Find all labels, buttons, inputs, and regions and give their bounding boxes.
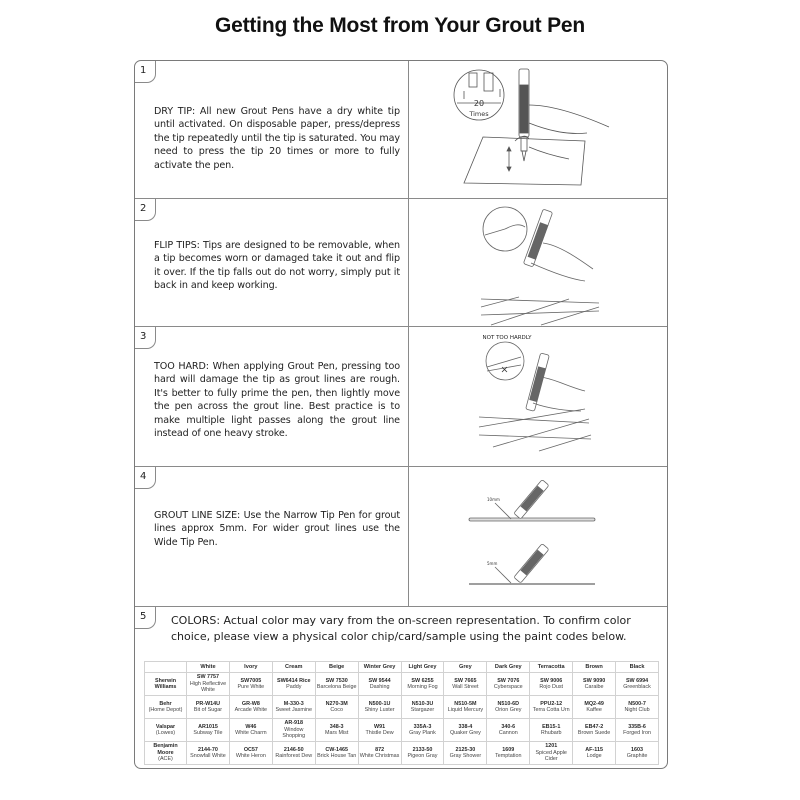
step-5 [135,607,667,769]
paint-code: 2146-50 [283,746,304,753]
paint-name: Rojo Dust [539,684,564,690]
step-4-illustration [409,467,667,606]
paint-name: Gray Shower [449,753,482,759]
paint-code: SW 6994 [625,677,649,684]
paint-name: Mars Mist [324,730,349,736]
brand-cell [145,742,187,765]
paint-code: 348-3 [329,723,344,730]
paint-name: Brick House Tan [317,753,357,759]
paint-name: Greenblack [623,684,651,690]
paint-code-cell [229,696,272,719]
paint-code-cell [573,673,616,696]
paint-name: Arcade White [234,707,268,713]
paint-code: N510-6D [497,700,520,707]
paint-code-cell [444,742,487,765]
paint-code-cell [272,673,315,696]
paint-name: White Charm [235,730,267,736]
instructions-panel [134,60,668,769]
paint-name: Rhubarb [540,730,562,736]
column-header: Winter Grey [358,662,401,673]
paint-code: N510-3U [411,700,434,707]
paint-name: Caraibe [584,684,604,690]
paint-code-cell [229,742,272,765]
flip-tip-icon [409,199,667,327]
paint-name: Temptation [495,753,522,759]
paint-code-cell [487,719,530,742]
svg-text:20: 20 [473,99,485,108]
paint-code-cell [401,696,444,719]
paint-code: OC57 [243,746,258,753]
paint-name: Cannon [498,730,518,736]
brand-cell [145,673,187,696]
paint-code: GR-W8 [241,700,260,707]
paint-name: High Reflective White [189,680,227,694]
paint-code: MQ2-49 [584,700,604,707]
table-row [145,673,659,696]
paint-code-cell [616,673,659,696]
brand-cell [145,719,187,742]
paint-code: W91 [374,723,386,730]
step-3-description: TOO HARD: When applying Grout Pen, pressing too hard will damage the tip as grout lines are rough. It's better to fully prime the pen, then lightly move the pen across the grout line. Best practice is to make multiple light passes along the grout line instead of one heavy stroke. [154,361,400,440]
paint-name: Terra Cotta Urn [532,707,570,713]
paint-code: AF-115 [585,746,603,753]
paint-code: 1603 [631,746,644,753]
paint-code-cell [444,719,487,742]
paint-code-cell [487,742,530,765]
column-header: Ivory [229,662,272,673]
paint-code-cell [616,719,659,742]
paint-name: Wall Street [452,684,479,690]
paint-name: Spiced Apple Cider [535,749,567,763]
paint-code-cell [358,696,401,719]
paint-code: 2125-30 [455,746,476,753]
paint-name: Liquid Mercury [447,707,484,713]
column-header: Cream [272,662,315,673]
step-2 [135,199,667,327]
paint-code-cell [530,673,573,696]
grout-width-icon [409,467,667,607]
paint-code: 1201 [545,743,558,750]
column-header: Light Grey [401,662,444,673]
paint-name: White Christmas [359,753,400,759]
paint-code: 2133-50 [412,746,433,753]
paint-code: M-330-3 [283,700,304,707]
brand-name: Sherwin Williams [154,677,177,690]
paint-code: 335B-6 [628,723,646,730]
svg-text:5mm: 5mm [487,561,498,566]
step-2-text-panel [135,199,409,326]
column-header: Terracotta [530,662,573,673]
column-header: Beige [315,662,358,673]
paint-code: SW 9090 [583,677,606,684]
column-header: Brown [573,662,616,673]
paint-name: Thistle Dew [365,730,394,736]
paint-code-cell [530,742,573,765]
paint-code-cell [573,696,616,719]
step-number-badge: 5 [134,606,156,629]
paint-name: Gray Plank [409,730,436,736]
paint-name: Subway Tile [193,730,223,736]
brand-name: Benjamin Moore [153,743,178,756]
step-number-badge: 1 [134,60,156,83]
paint-code: 338-4 [458,723,473,730]
paint-code-cell [272,696,315,719]
paint-code-cell [530,719,573,742]
paint-code-cell [272,742,315,765]
paint-code: EB47-2 [584,723,604,730]
paint-code-table [144,661,659,765]
paint-name: Stargazer [410,707,435,713]
paint-code: 2144-70 [198,746,218,753]
paint-code: AR-918 [284,720,304,727]
paint-code: EB15-1 [542,723,561,730]
table-row [145,742,659,765]
paint-code-cell [616,742,659,765]
paint-code: CW-1465 [325,746,348,753]
paint-name: Coco [330,707,343,713]
paint-code: SW 6255 [411,677,434,684]
paint-name: Graphite [626,753,648,759]
paint-code: N500-1U [368,700,391,707]
step-2-description: FLIP TIPS: Tips are designed to be removable, when a tip becomes worn or damaged take it out and flip it over. If the tip falls out do not worry, simply put it back in and keep working. [154,240,400,292]
paint-code: SW 9544 [368,677,391,684]
step-number-badge: 2 [134,198,156,221]
paint-name: Barcelona Beige [316,684,357,690]
paint-code-cell [530,696,573,719]
paint-code-cell [358,742,401,765]
step-1-description: DRY TIP: All new Grout Pens have a dry white tip until activated. On disposable paper, press/depress the tip repeatedly until the tip is saturated. You may need to press the tip 20 times or more to fully activate the pen. [154,106,400,171]
step-1-illustration [409,61,667,198]
paint-code-cell [487,696,530,719]
paint-name: Bit of Sugar [193,707,223,713]
paint-code: N510-5M [454,700,477,707]
paint-code-cell [358,673,401,696]
step-1-text-panel [135,61,409,198]
paint-code: W46 [245,723,257,730]
paint-name: Paddy [286,684,302,690]
paint-code-cell [358,719,401,742]
paint-code: SW7005 [240,677,262,684]
paint-code-cell [272,719,315,742]
paint-code-cell [315,719,358,742]
paint-name: Forged Iron [623,730,651,736]
svg-text:Times: Times [469,110,489,118]
step-4-description: GROUT LINE SIZE: Use the Narrow Tip Pen for grout lines approx 5mm. For wider grout lines use the Wide Tip Pen. [154,510,400,548]
step-2-illustration [409,199,667,326]
paint-code-cell [315,696,358,719]
brand-name: Behr [159,700,172,707]
column-header [145,662,187,673]
paint-code-cell [187,696,230,719]
paint-name: White Heron [235,753,266,759]
brand-store: (Lowes) [155,730,176,736]
paint-name: Kaffee [586,707,602,713]
paint-code: PPU2-12 [540,700,563,707]
paint-code: SW 7076 [497,677,520,684]
paint-name: Pure White [237,684,265,690]
paint-code-cell [444,673,487,696]
brand-store: (ACE) [158,756,173,763]
paint-name: Brown Suede [577,730,611,736]
paint-code: N500-7 [628,700,646,707]
column-header: Black [616,662,659,673]
step-3-text-panel [135,327,409,466]
paint-code-cell [187,719,230,742]
brand-store: (Home Depot) [148,707,183,713]
paint-name: Morning Fog [407,684,438,690]
paint-code-cell [187,673,230,696]
paint-code: SW 7757 [196,674,220,681]
paint-code-cell [187,742,230,765]
paint-name: Snowfall White [190,753,226,759]
step-1 [135,61,667,199]
paint-name: Window Shopping [282,726,306,740]
table-row [145,696,659,719]
column-header: White [187,662,230,673]
step-3-illustration [409,327,667,466]
paint-code: 872 [375,746,385,753]
paint-code: SW6414 Rice [276,677,311,684]
paint-name: Dashing [369,684,390,690]
paint-code-cell [229,673,272,696]
paint-name: Pigeon Gray [407,753,438,759]
paint-code: 340-6 [501,723,516,730]
step-3 [135,327,667,467]
paint-code: SW 7530 [325,677,348,684]
not-too-hard-icon [409,327,667,467]
paint-code: N270-3M [325,700,348,707]
step-number-badge: 3 [134,326,156,349]
paint-name: Lodge [586,753,602,759]
column-header: Grey [444,662,487,673]
paint-code: SW 7665 [454,677,477,684]
paint-name: Rainforest Dew [275,753,313,759]
paint-code-cell [401,742,444,765]
paint-name: Quaker Grey [449,730,481,736]
column-header: Dark Grey [487,662,530,673]
paint-code: 1609 [502,746,515,753]
paint-code-cell [315,673,358,696]
paint-code: AR1015 [198,723,218,730]
step-number-badge: 4 [134,466,156,489]
paint-code: 335A-3 [413,723,432,730]
paint-name: Orion Grey [495,707,522,713]
paint-code-cell [444,696,487,719]
paint-code: SW 9006 [540,677,563,684]
paint-code-cell [573,719,616,742]
step-4 [135,467,667,607]
svg-text:10mm: 10mm [487,497,500,502]
paint-code-cell [401,673,444,696]
paint-code-cell [315,742,358,765]
colors-description: COLORS: Actual color may vary from the on-screen representation. To confirm color choice, please view a physical color chip/card/sample using the paint codes below. [171,614,631,643]
page-title: Getting the Most from Your Grout Pen [214,14,586,37]
paint-code-cell [229,719,272,742]
table-row [145,719,659,742]
paint-name: Night Club [624,707,650,713]
paint-name: Cyberspace [493,684,523,690]
svg-text:NOT TOO HARDLY: NOT TOO HARDLY [482,335,532,341]
paint-code-cell [401,719,444,742]
brand-cell [145,696,187,719]
brand-name: Valspar [155,723,176,730]
pen-press-icon [409,61,667,199]
paint-code-cell [487,673,530,696]
paint-code-cell [616,696,659,719]
paint-code: PR-W14U [195,700,221,707]
paint-name: Sweet Jasmine [275,707,313,713]
paint-name: Shiny Luster [364,707,395,713]
table-header-row [145,662,659,673]
step-4-text-panel [135,467,409,606]
paint-code-cell [573,742,616,765]
